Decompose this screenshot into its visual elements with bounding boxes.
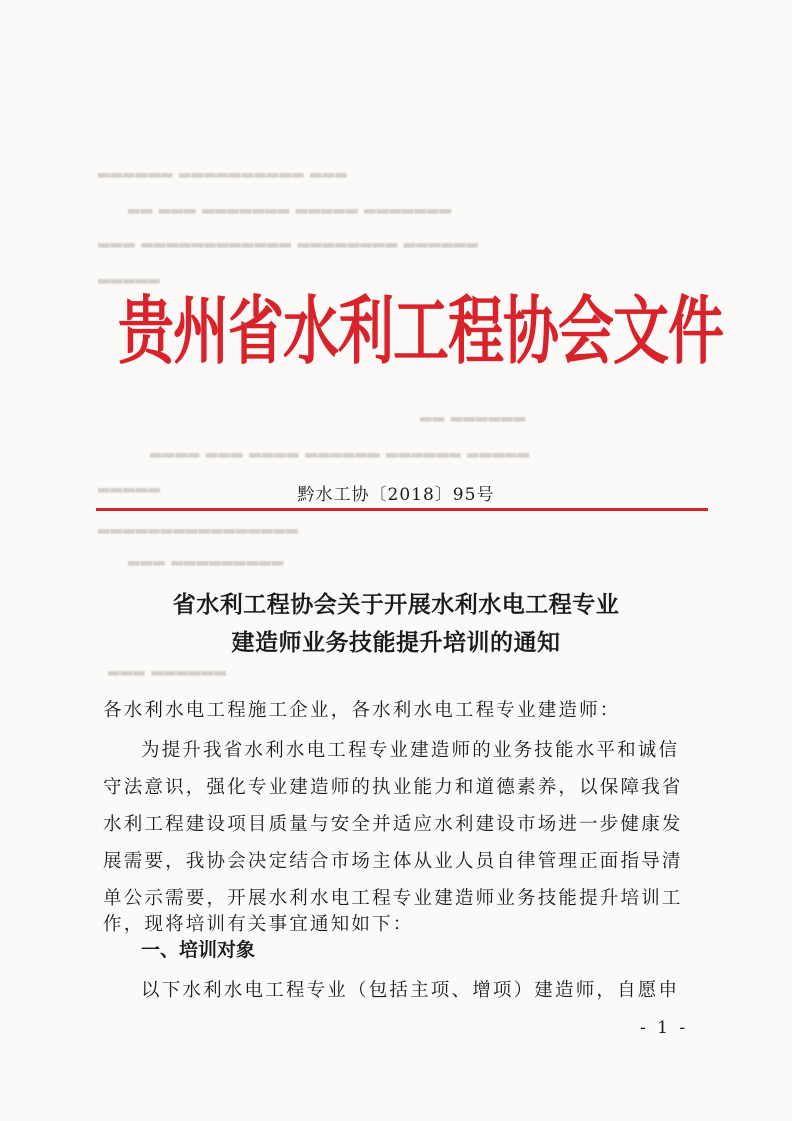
paragraph-line: 作，现将培训有关事宜通知如下： xyxy=(103,914,414,935)
notice-title-line-1: 省水利工程协会关于开展水利水电工程专业 xyxy=(172,592,620,618)
paragraph-line: 为提升我省水利水电工程专业建造师的业务技能水平和诚信 xyxy=(141,740,680,761)
salutation: 各水利水电工程施工企业，各水利水电工程专业建造师： xyxy=(103,700,621,721)
document-number: 黔水工协〔2018〕95号 xyxy=(297,485,495,505)
paragraph-line: 水利工程建设项目质量与安全并适应水利建设市场进一步健康发 xyxy=(103,814,683,835)
paragraph-line: 以下水利水电工程专业（包括主项、增项）建造师，自愿申 xyxy=(141,980,680,1001)
paragraph-line: 守法意识，强化专业建造师的执业能力和道德素养，以保障我省 xyxy=(103,777,683,798)
section-heading: 一、培训对象 xyxy=(141,939,256,961)
document-page: ▂▂▂▂▂▂ ▂▂▂▂▂▂▂▂▂▂ ▂▂▂ ▂▂ ▂▂▂ ▂▂▂▂▂▂▂ ▂▂▂▂▂ ▂▂▂▂▂▂▂ ▂▂▂ ▂▂▂▂▂▂▂▂▂▂▂▂ ▂▂▂▂▂▂▂▂ ▂▂▂▂▂▂ ▂▂▂▂▂ ▂▂ ▂▂▂▂▂▂ ▂▂▂▂ ▂▂▂ ▂▂▂▂ ▂▂▂▂▂▂ ▂▂▂▂▂▂ ▂▂▂▂▂ ▂▂▂▂▂ ▂▂▂▂▂▂▂▂▂▂▂▂▂▂▂▂ ▂▂▂ ▂▂▂▂▂▂▂▂▂ ▂▂▂ ▂▂▂▂▂▂ 贵州省水利工程协会文件 黔水工协〔2018〕95号 省水利工程协会关于开展水利水电工程专业 建造师业务技能提升培训的通知 各水利水电工程施工企业，各水利水电工程专业建造师： 为提升我省水利水电工程专业建造师的业务技能水平和诚信 守法意识，强化专业建造师的执业能力和道德素养，以保障我省 水利工程建设项目质量与安全并适应水利建设市场进一步健康发 展需要，我协会决定结合市场主体从业人员自律管理正面指导清 单公示需要，开展水利水电工程专业建造师业务技能提升培训工 作，现将培训有关事宜通知如下： 一、培训对象 以下水利水电工程专业（包括主项、增项）建造师，自愿申 - 1 - xyxy=(0,0,792,1121)
notice-title-line-2: 建造师业务技能提升培训的通知 xyxy=(231,630,561,656)
issuer-header-title: 贵州省水利工程协会文件 xyxy=(118,288,723,376)
paragraph-line: 单公示需要，开展水利水电工程专业建造师业务技能提升培训工 xyxy=(103,888,683,909)
paragraph-line: 展需要，我协会决定结合市场主体从业人员自律管理正面指导清 xyxy=(103,851,683,872)
page-number: - 1 - xyxy=(640,1018,689,1038)
red-divider-line xyxy=(96,508,708,511)
